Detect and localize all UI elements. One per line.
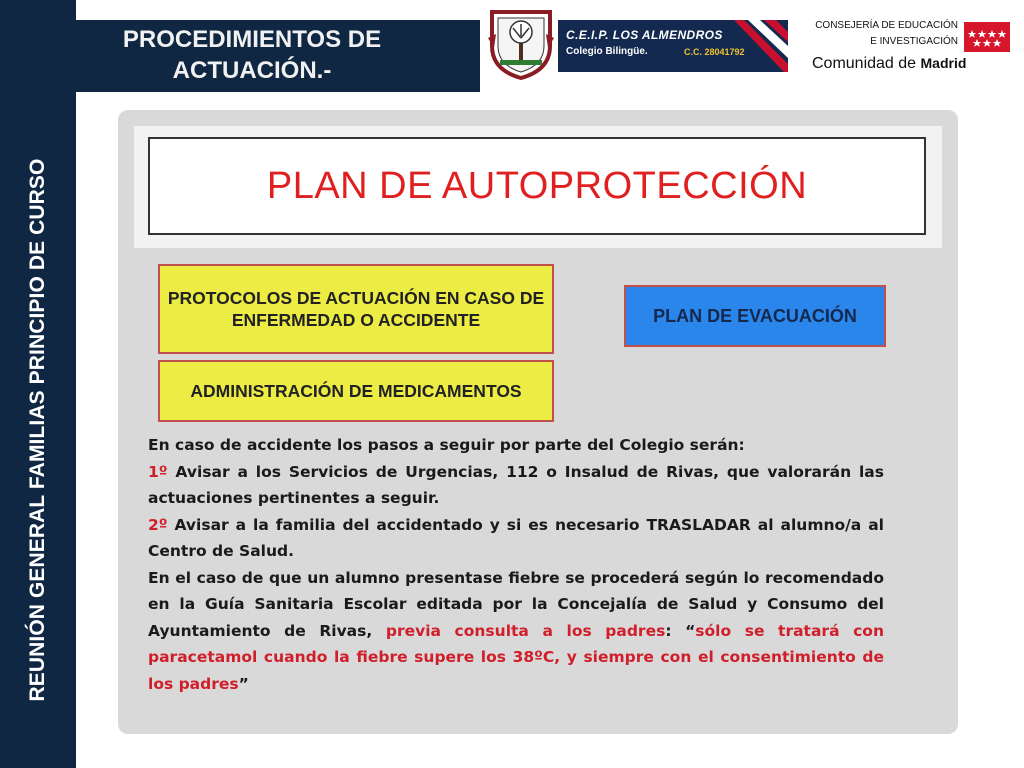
quote-open: “	[685, 621, 696, 640]
quote-close: ”	[238, 674, 249, 693]
page-title-line1: PROCEDIMIENTOS DE	[122, 26, 382, 53]
school-code: C.C. 28041792	[684, 47, 745, 57]
step1-text: Avisar a los Servicios de Urgencias, 112 o Insalud de Rivas, que valorarán las actuaciones pertinentes a seguir.	[148, 462, 884, 507]
plan-title: PLAN DE AUTOPROTECCIÓN	[266, 164, 808, 207]
comunidad-prefix: Comunidad de	[812, 55, 921, 72]
madrid-word: Madrid	[920, 55, 967, 71]
school-subtitle: Colegio Bilingüe.	[566, 46, 648, 57]
vertical-meeting-title: REUNIÓN GENERAL FAMILIAS PRINCIPIO DE CURSO	[26, 158, 49, 702]
consejeria-line2: E INVESTIGACIÓN	[870, 36, 958, 47]
fever-colon: :	[665, 621, 672, 640]
intro-paragraph: En caso de accidente los pasos a seguir por parte del Colegio serán:	[148, 436, 745, 454]
school-crest-icon	[486, 8, 556, 80]
step1-number: 1º	[148, 462, 168, 481]
quote-text: sólo se tratará con paracetamol cuando la fiebre supere los 38ºC, y siempre con el consentimiento de los padres	[148, 621, 884, 693]
page-title-line2: ACTUACIÓN.-	[172, 57, 332, 84]
step2-text: Avisar a la familia del accidentado y si es necesario TRASLADAR al alumno/a al Centro de Salud.	[148, 515, 884, 560]
plan-evacuacion-box: PLAN DE EVACUACIÓN	[624, 285, 886, 347]
fever-text: En el caso de que un alumno presentase fiebre se procederá según lo recomendado en la Guía Sanitaria Escolar editada por la Concejalía de Salud y Consumo del Ayuntamiento de Rivas,	[148, 568, 884, 640]
step1-paragraph	[148, 459, 884, 512]
page-title	[102, 24, 402, 86]
fever-consult: previa consulta a los padres	[385, 621, 666, 640]
procedure-text	[148, 432, 884, 697]
comunidad-madrid-label	[812, 55, 966, 73]
madrid-flag-icon	[964, 22, 1010, 52]
stripes-decoration	[728, 20, 788, 72]
step2-paragraph	[148, 512, 884, 565]
protocolos-box: PROTOCOLOS DE ACTUACIÓN EN CASO DE ENFERMEDAD O ACCIDENTE	[158, 264, 554, 354]
consejeria-line1: CONSEJERÍA DE EDUCACIÓN	[815, 20, 958, 31]
fever-paragraph	[148, 565, 884, 698]
administracion-box: ADMINISTRACIÓN DE MEDICAMENTOS	[158, 360, 554, 422]
step2-number: 2º	[148, 515, 168, 534]
school-name: C.E.I.P. LOS ALMENDROS	[566, 28, 723, 42]
